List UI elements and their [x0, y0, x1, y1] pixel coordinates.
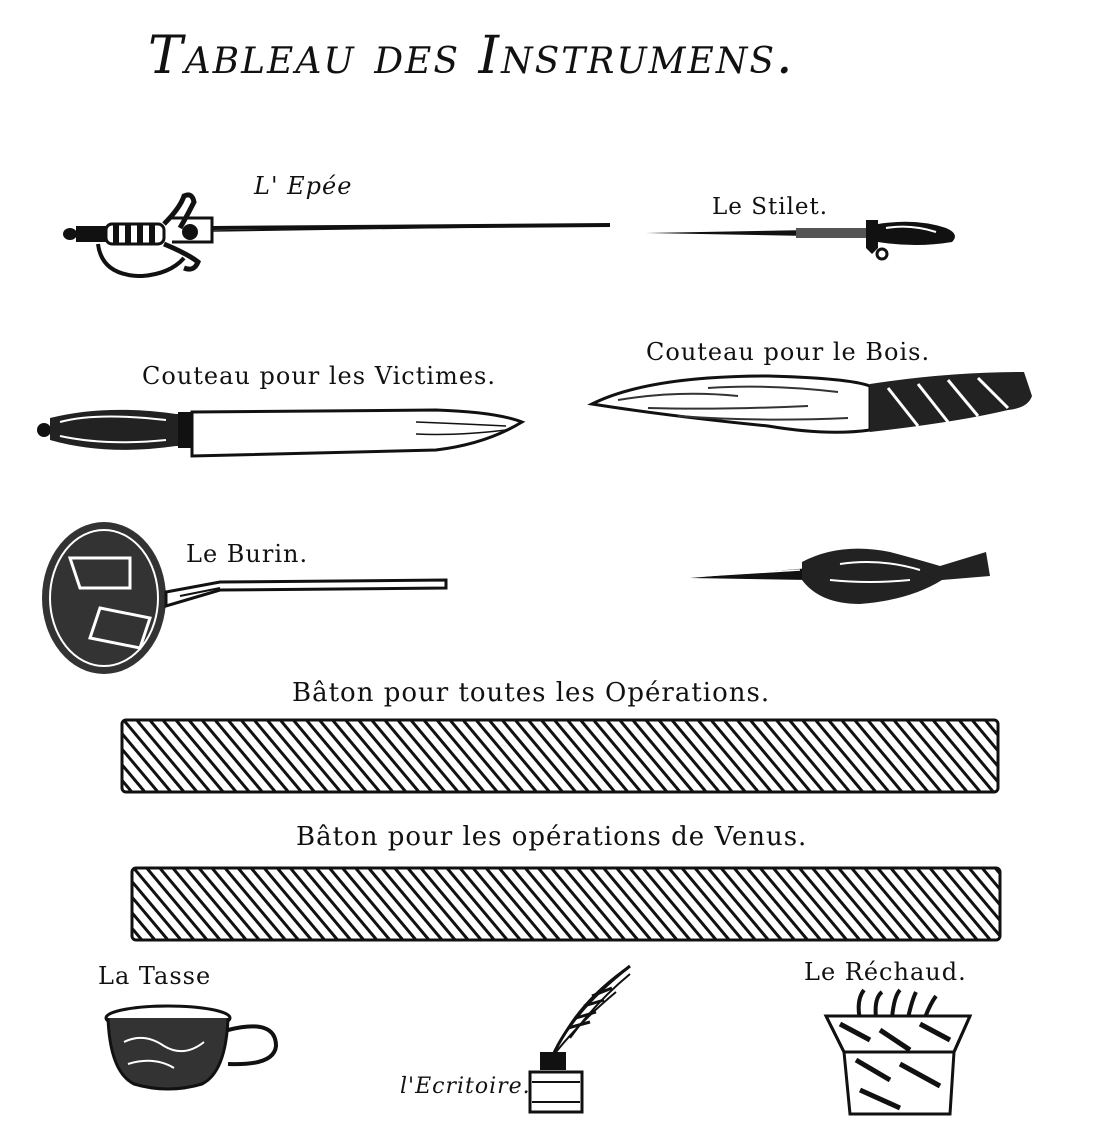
page-title: Tableau des Instrumens.: [148, 26, 795, 86]
label-burin: Le Burin.: [186, 540, 309, 568]
label-couteau-victimes: Couteau pour les Victimes.: [142, 362, 496, 390]
brazier-illustration: [820, 990, 980, 1120]
label-couteau-bois: Couteau pour le Bois.: [646, 338, 931, 366]
label-baton-operations: Bâton pour toutes les Opérations.: [292, 678, 771, 708]
label-tasse: La Tasse: [98, 962, 212, 990]
label-epee: L' Epée: [254, 172, 353, 200]
inkwell-illustration: [520, 962, 640, 1118]
label-stilet: Le Stilet.: [712, 194, 829, 220]
cup-illustration: [104, 1002, 284, 1094]
label-ecritoire: l'Ecritoire.: [400, 1074, 531, 1099]
label-baton-venus: Bâton pour les opérations de Venus.: [296, 822, 808, 852]
graver-tool-illustration: [690, 540, 990, 610]
staff-all-operations: [120, 718, 1000, 794]
staff-venus-operations: [130, 866, 1002, 942]
sacrificial-knife-illustration: [36, 400, 526, 462]
sword-illustration: [62, 188, 614, 280]
label-rechaud: Le Réchaud.: [804, 958, 967, 986]
stiletto-illustration: [646, 214, 966, 264]
wood-knife-illustration: [588, 366, 1036, 446]
